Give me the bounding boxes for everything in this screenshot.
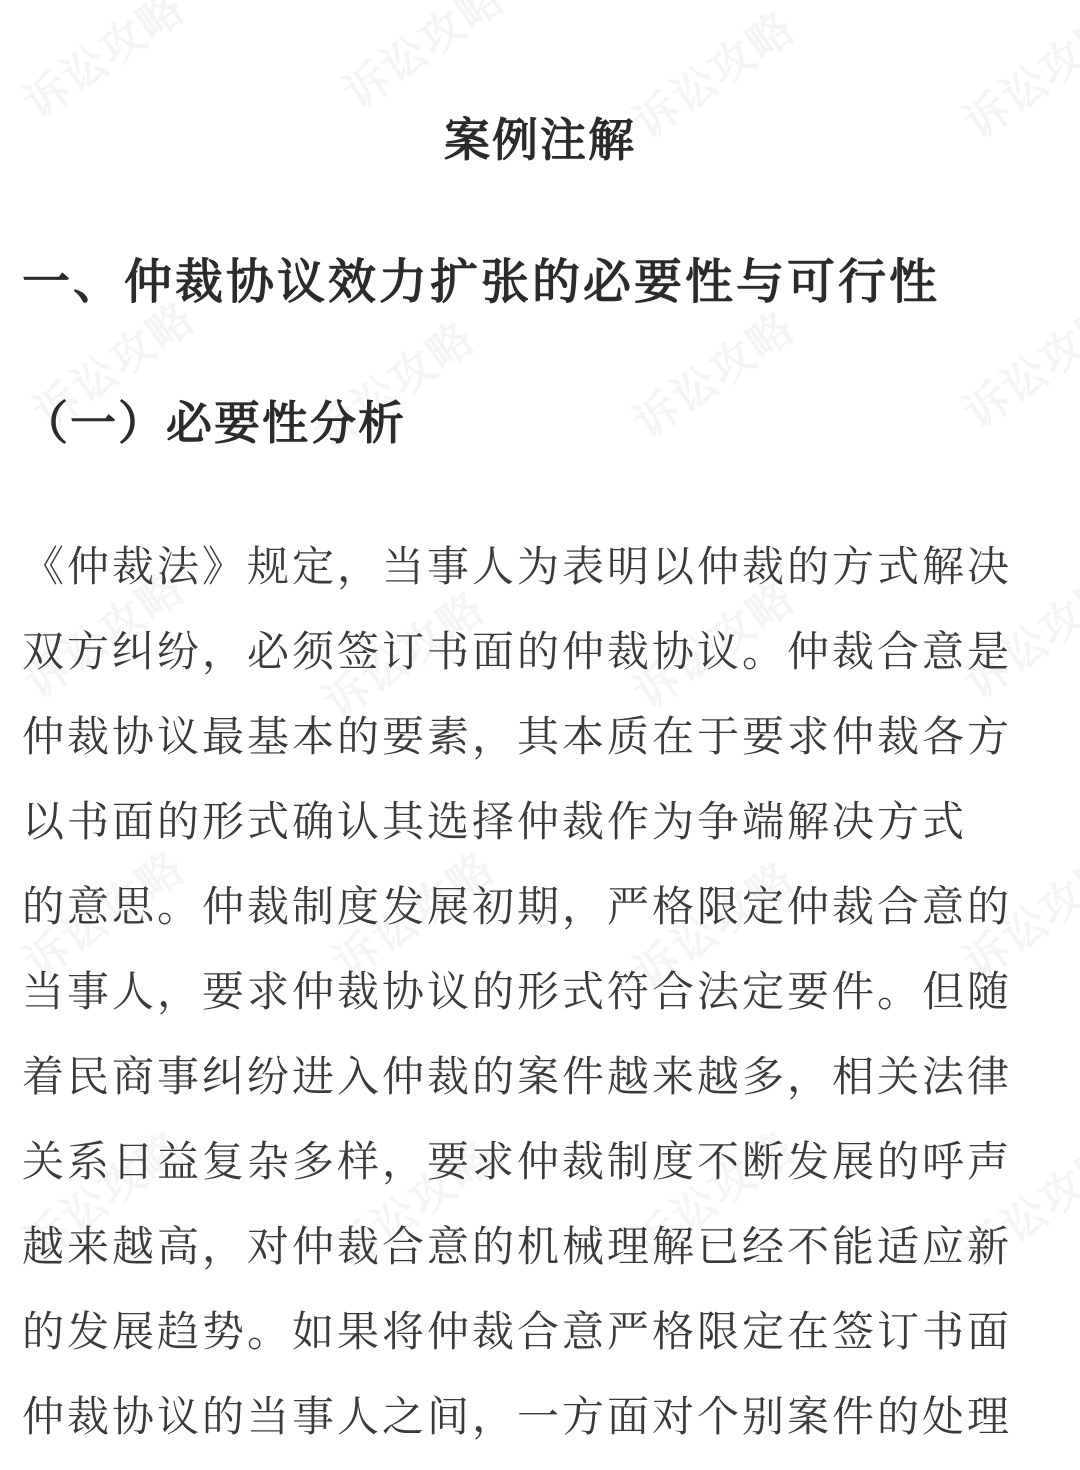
- paragraph-line: 关系日益复杂多样，要求仲裁制度不断发展的呼声: [22, 1137, 1013, 1186]
- watermark-text: [948, 283, 1080, 441]
- paragraph-line: 以书面的形式确认其选择仲裁作为争端解决方式: [22, 797, 968, 846]
- watermark-text: [618, 293, 805, 451]
- paragraph-line: 当事人，要求仲裁协议的形式符合法定要件。但随: [22, 967, 1013, 1016]
- paragraph-line: 仲裁协议最基本的要素，其本质在于要求仲裁各方: [22, 712, 1013, 761]
- body-paragraph: [22, 535, 1058, 1470]
- paragraph-line: 仲裁协议的当事人之间，一方面对个别案件的处理: [22, 1392, 1013, 1441]
- paragraph-line: 越来越高，对仲裁合意的机械理解已经不能适应新: [22, 1222, 1013, 1271]
- heading-level-2: （一）必要性分析: [22, 396, 406, 450]
- paragraph-line: 的发展趋势。如果将仲裁合意严格限定在签订书面: [22, 1307, 1013, 1356]
- heading-level-1: 一、仲裁协议效力扩张的必要性与可行性: [22, 254, 941, 310]
- watermark-text: [328, 0, 515, 121]
- section-title: 案例注解: [444, 113, 636, 167]
- paragraph-line: 的意思。仲裁制度发展初期，严格限定仲裁合意的: [22, 882, 1013, 931]
- paragraph-line: 着民商事纠纷进入仲裁的案件越来越多，相关法律: [22, 1052, 1013, 1101]
- paragraph-line: 双方纠纷，必须签订书面的仲裁协议。仲裁合意是: [22, 627, 1013, 676]
- paragraph-line: 《仲裁法》规定，当事人为表明以仲裁的方式解决: [22, 542, 1013, 591]
